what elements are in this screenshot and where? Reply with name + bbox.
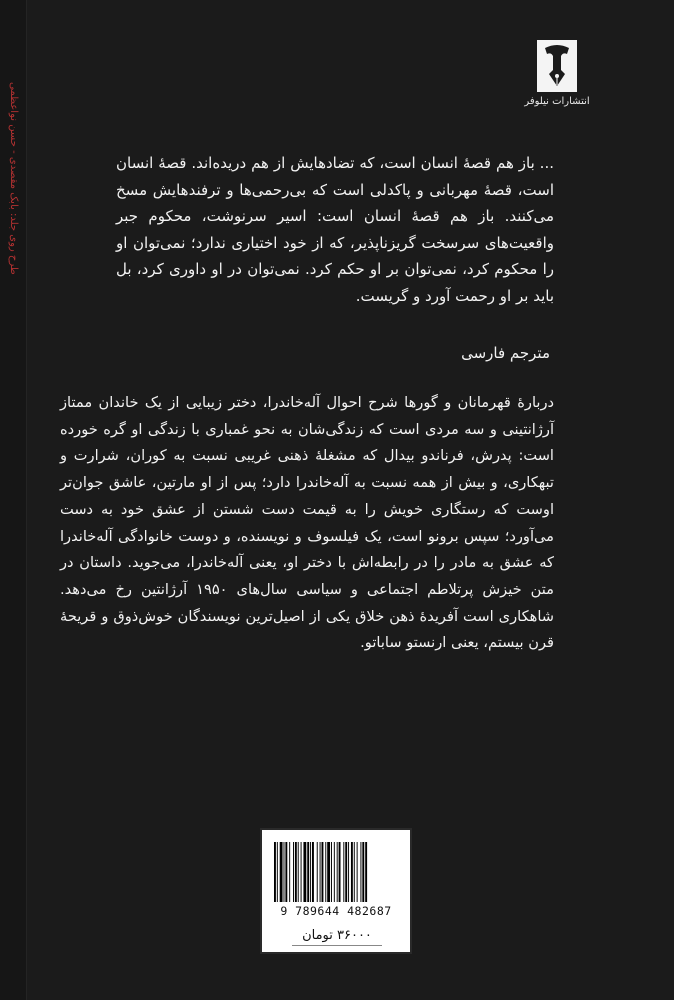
barcode-bar [362,842,364,902]
barcode-bar [354,842,355,902]
barcode-bar [312,842,314,902]
barcode-bar [310,842,311,902]
book-description: دربارهٔ قهرمانان و گورها شرح احوال آله‌خاندرا، دختر زیبایی از یک خاندان ممتاز آرژانتینی و سه مردی است که زندگی‌شان به نحو غمباری با زندگی او گره خورده است: پدرش، فرناندو بیدال که مشغلهٔ ذهنی غریبی نسبت به کوران، شرارت و تبهکاری، و بیش از همه نسبت به آله‌خاندرا دارد؛ پس از او مارتین، عاشق جوان‌تر اوست که رستگاری خویش را به قیمت دست شستن از عشق خود به دست می‌آورد؛ سپس برونو است، یک فیلسوف و نویسنده، و دوست خانوادگی آله‌خاندرا که عشق به مادر را در رابطه‌اش با دختر او، یعنی آله‌خاندرا، می‌جوید. داستان در متن خیزش پرتلاطم اجتماعی و سیاسی سال‌های ۱۹۵۰ آرژانتین رخ می‌دهد. شاهکاری است آفریدهٔ ذهن خلاق یکی از اصیل‌ترین نویسندگان خوش‌ذوق و قریحهٔ قرن بیستم، یعنی ارنستو ساباتو. [60,394,554,652]
barcode-bar [322,842,324,902]
barcode-bar [274,842,276,902]
barcode-bar [351,842,353,902]
barcode-bar [339,842,341,902]
barcode-bar [357,842,358,902]
barcode-bar [343,842,344,902]
barcode-bar [331,842,332,902]
barcode-bar [327,842,330,902]
spine-credit-text: طرح روی جلد: بابک مقصدی - حسن نواعظمی [8,82,19,275]
quote-attribution: مترجم فارسی [461,344,550,362]
barcode-bar [334,842,335,902]
barcode-bar [345,842,347,902]
price-label: ۳۶۰۰۰ تومان [292,928,382,946]
barcode-bar [303,842,306,902]
barcode-bar [295,842,297,902]
translator-quote: ... باز هم قصهٔ انسان است، که تضادهایش از هم دریده‌اند. قصهٔ انسان است، قصهٔ مهربانی و پاکدلی است که بی‌رحمی‌ها و ترفندهایش مسخ می‌کنند. باز هم قصهٔ انسان است: اسیر سرنوشت، محکوم جبر واقعیت‌های سرسخت گریزناپذیر، که از خود اختیاری ندارد؛ نمی‌توان او را محکوم کرد، نمی‌توان بر او حکم کرد. نمی‌توان در او داوری کرد، بل باید بر او رحمت آورد و گریست. [116,154,554,305]
barcode-label [260,828,412,954]
flower-pen-logo-icon [537,40,577,92]
publisher-block [516,40,598,116]
barcode-bar [277,842,278,902]
barcode-bar [280,842,283,902]
barcode-bar [365,842,367,902]
barcode-bar [317,842,318,902]
publisher-name: انتشارات نیلوفر [524,96,590,107]
barcode-bar [289,842,290,902]
barcode-bar [337,842,338,902]
barcode-bar [320,842,321,902]
barcode-bar [348,842,349,902]
book-spine [0,0,27,1000]
barcode-bar [285,842,287,902]
barcode-bar [298,842,299,902]
isbn-barcode [274,842,398,902]
barcode-bar [293,842,294,902]
barcode-bar [301,842,302,902]
barcode-bar [307,842,309,902]
barcode-bar [284,842,285,902]
isbn-number: 9 789644 482687 [280,904,392,918]
barcode-bar [325,842,326,902]
barcode-bar [360,842,361,902]
